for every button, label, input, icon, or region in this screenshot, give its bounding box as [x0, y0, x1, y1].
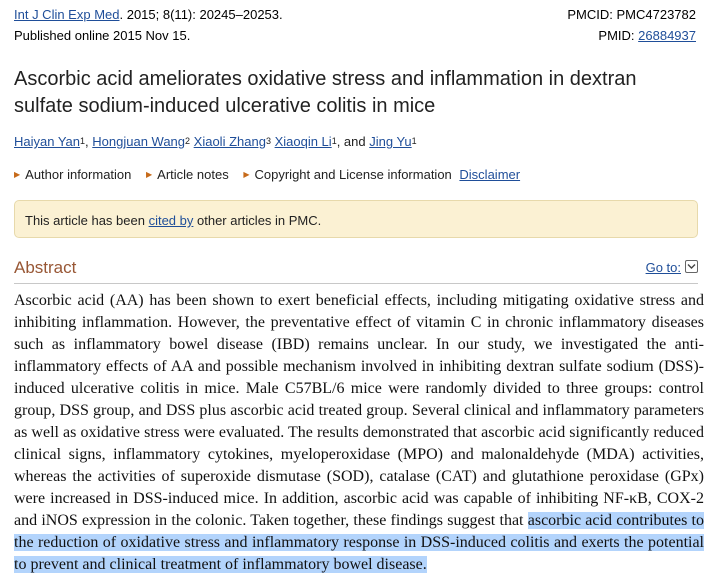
author-link[interactable]: Haiyan Yan — [14, 134, 81, 149]
author-affiliation: 1 — [80, 136, 86, 146]
journal-link[interactable]: Int J Clin Exp Med — [14, 7, 120, 22]
author-information-toggle[interactable] — [14, 167, 131, 182]
pmid-link[interactable]: 26884937 — [638, 28, 696, 43]
author-link[interactable]: Xiaoli Zhang — [193, 134, 266, 149]
copyright-label: Copyright and License information — [254, 167, 452, 182]
abstract-heading: Abstract — [14, 258, 77, 277]
disclaimer-link[interactable]: Disclaimer — [459, 167, 521, 182]
author-separator: , and — [336, 134, 370, 149]
author-separator: , — [85, 134, 93, 149]
cited-by-link[interactable]: cited by — [148, 213, 194, 228]
triangle-right-icon: ▶ — [14, 170, 21, 179]
goto-label[interactable]: Go to: — [645, 260, 681, 275]
article-notes-toggle[interactable] — [146, 167, 229, 182]
author-affiliation: 1 — [331, 136, 337, 146]
selected-text: ascorbic acid contributes to the reduction of oxidative stress and inflammatory response in DSS-induced colitis and exerts the potential to prevent and clinical treatment of inflammatory bowel disease. — [14, 512, 704, 573]
pmcid: PMCID: PMC4723782 — [567, 7, 696, 22]
article-info-links — [14, 167, 520, 185]
author-link[interactable]: Jing Yu — [369, 134, 412, 149]
copyright-toggle[interactable] — [243, 167, 451, 182]
notice-text — [25, 213, 321, 229]
article-title: Ascorbic acid ameliorates oxidative stress and inflammation in dextran sulfate sodium-induced ulcerative colitis in mice — [14, 68, 637, 117]
author-affiliation: 2 — [185, 136, 191, 146]
triangle-right-icon: ▶ — [146, 170, 153, 179]
article-notes-label: Article notes — [157, 167, 229, 182]
abstract-plain-text: Ascorbic acid (AA) has been shown to exert beneficial effects, including mitigating oxidative stress and inhibiting inflammation. However, the preventative effect of vitamin C in chronic inflammatory diseases such as inflammatory bowel disease (IBD) remains unclear. In our study, we investigated the anti-inflammatory effects of AA and possible mechanism involved in inhibiting dextran sulfate sodium (DSS)-induced ulcerative colitis in mice. Male C57BL/6 mice were randomly divided to three groups: control group, DSS group, and DSS plus ascorbic acid treated group. Several clinical and inflammatory parameters as well as oxidative stress were evaluated. The results demonstrated that ascorbic acid significantly reduced clinical signs, inflammatory cytokines, myeloperoxidase (MPO) and malonaldehyde (MDA) activities, whereas the activities of superoxide dismutase (SOD), catalase (CAT) and glutathione peroxidase (GPx) were increased in DSS-induced mice. In addition, ascorbic acid was capable of inhibiting NF-κB, COX-2 and iNOS expression in the colonic. Taken together, these findings suggest that — [14, 292, 704, 529]
author-link[interactable]: Hongjuan Wang — [92, 134, 186, 149]
author-link[interactable]: Xiaoqin Li — [274, 134, 332, 149]
citation-details: . 2015; 8(11): 20245–20253. — [119, 7, 283, 22]
notice-prefix: This article has been — [25, 213, 149, 228]
triangle-right-icon: ▶ — [243, 170, 250, 179]
pmid — [598, 28, 696, 44]
author-information-label: Author information — [25, 167, 132, 182]
citation — [14, 7, 283, 23]
author-list — [14, 134, 417, 150]
goto-menu[interactable] — [646, 260, 698, 276]
notice-suffix: other articles in PMC. — [193, 213, 322, 228]
abstract-text — [14, 290, 704, 576]
abstract-header — [14, 257, 698, 284]
cited-by-notice — [14, 200, 698, 238]
author-affiliation: 1 — [411, 136, 417, 146]
chevron-down-icon[interactable] — [685, 260, 698, 273]
published-date: Published online 2015 Nov 15. — [14, 28, 191, 43]
pmid-label: PMID: — [598, 28, 639, 43]
author-affiliation: 3 — [265, 136, 271, 146]
